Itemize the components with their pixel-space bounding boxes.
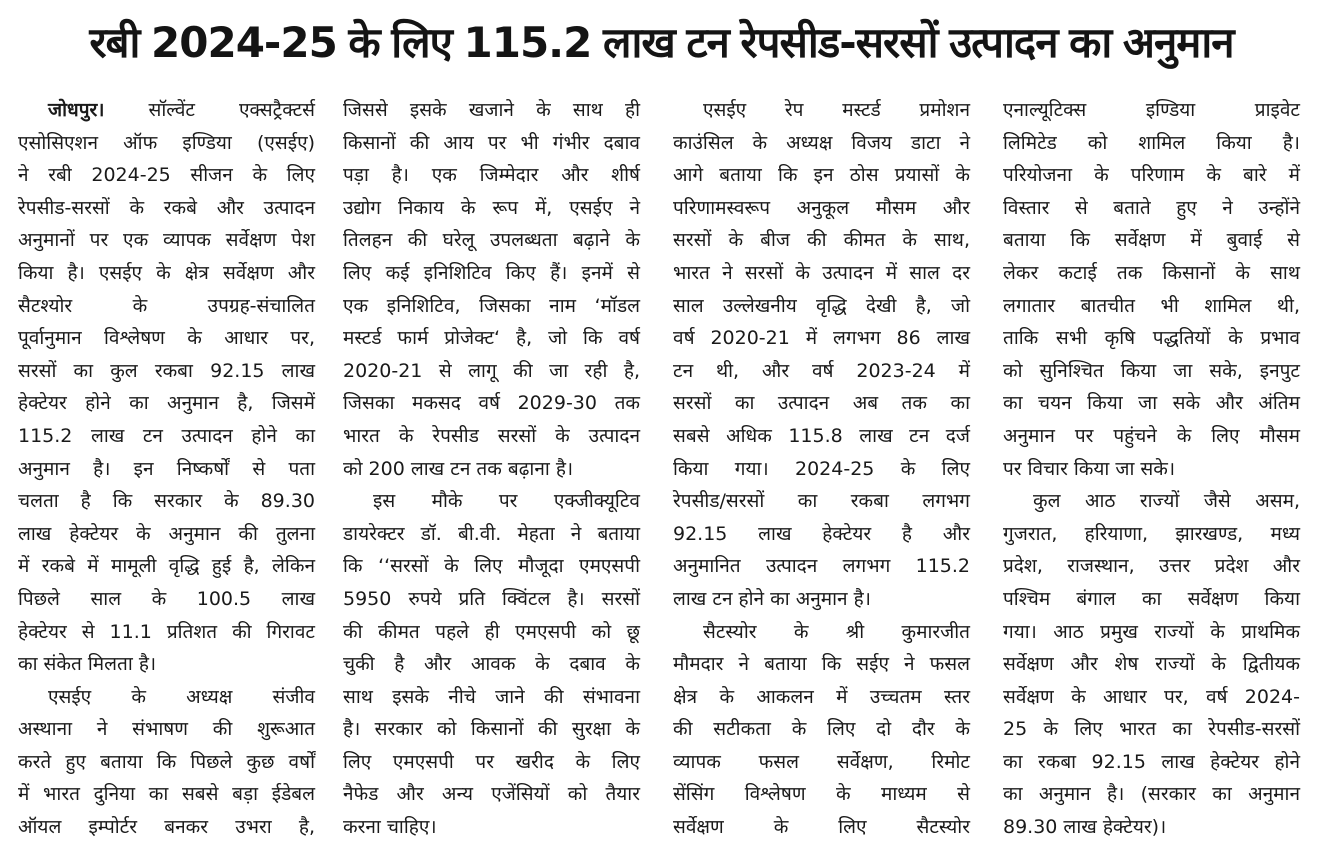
text-line: किसानों की आय पर भी गंभीर दबाव (343, 131, 640, 154)
text-line: 115.2 लाख टन उत्पादन होने का (18, 424, 315, 447)
text-line: सर्वेक्षण के लिए सैटस्योर (673, 816, 970, 839)
text-line: मस्टर्ड फार्म प्रोजेक्ट‘ है, जो कि वर्ष (343, 327, 640, 350)
text-line: है। सरकार को किसानों की सुरक्षा के (343, 718, 640, 741)
article-column-4 (1003, 94, 1300, 844)
text-line: साल उल्लेखनीय वृद्धि देखी है, जो (673, 294, 970, 317)
text-line: गया। आठ प्रमुख राज्यों के प्राथमिक (1003, 620, 1300, 643)
text-line: वर्ष 2020-21 में लगभग 86 लाख (673, 327, 970, 350)
text-line: विस्तार से बताते हुए ने उन्होंने (1003, 196, 1300, 219)
text-line: को सुनिश्चित किया जा सके, इनपुट (1003, 359, 1300, 382)
text-line: तिलहन की घरेलू उपलब्धता बढ़ाने के (343, 229, 640, 252)
text-line: का चयन किया जा सके और अंतिम (1003, 392, 1300, 415)
text-line: इस मौके पर एक्जीक्यूटिव (373, 490, 640, 513)
text-line: का रकबा 92.15 लाख हेक्टेयर होने (1003, 750, 1300, 773)
article-column-3 (673, 94, 970, 844)
text-line: की सटीकता के लिए दो दौर के (673, 718, 970, 741)
text-line: साथ इसके नीचे जाने की संभावना (343, 685, 640, 708)
text-line: 5950 रुपये प्रति क्विंटल है। सरसों (343, 587, 640, 610)
text-line: का संकेत मिलता है। (18, 653, 157, 676)
text-line: ने रबी 2024-25 सीजन के लिए (18, 164, 315, 187)
text-line: किया गया। 2024-25 के लिए (673, 457, 970, 480)
text-line: पश्चिम बंगाल का सर्वेक्षण किया (1003, 587, 1300, 610)
text-line: ताकि सभी कृषि पद्धतियों के प्रभाव (1003, 327, 1300, 350)
text-line: परियोजना के परिणाम के बारे में (1003, 164, 1300, 187)
text-line: गुजरात, हरियाणा, झारखण्ड, मध्य (1003, 522, 1300, 545)
text-line: ऑयल इम्पोर्टर बनकर उभरा है, (18, 816, 315, 839)
text-line: पिछले साल के 100.5 लाख (18, 587, 315, 610)
text-line-rest: सॉल्वेंट एक्सट्रैक्टर्स (104, 99, 315, 121)
text-line: करते हुए बताया कि पिछले कुछ वर्षों (18, 750, 315, 773)
text-line: व्यापक फसल सर्वेक्षण, रिमोट (673, 750, 970, 773)
text-line: किया है। एसईए के क्षेत्र सर्वेक्षण और (18, 261, 315, 284)
text-line: पड़ा है। एक जिम्मेदार और शीर्ष (343, 164, 640, 187)
text-line: 25 के लिए भारत का रेपसीड-सरसों (1003, 718, 1300, 741)
text-line: सरसों का उत्पादन अब तक का (673, 392, 970, 415)
text-line: आगे बताया कि इन ठोस प्रयासों के (673, 164, 970, 187)
text-line: रेपसीड-सरसों के रकबे और उत्पादन (18, 196, 315, 219)
text-line: पर विचार किया जा सके। (1003, 457, 1176, 480)
text-line: सेंसिंग विश्लेषण के माध्यम से (673, 783, 970, 806)
dateline: जोधपुर। (48, 99, 105, 121)
text-line: सरसों का कुल रकबा 92.15 लाख (18, 359, 315, 382)
text-line: करना चाहिए। (343, 816, 437, 839)
text-line: एसईए के अध्यक्ष संजीव (48, 685, 315, 708)
text-line: चुकी है और आवक के दबाव के (343, 653, 640, 676)
text-line: पूर्वानुमान विश्लेषण के आधार पर, (18, 327, 315, 350)
text-line: लाख टन होने का अनुमान है। (673, 587, 871, 610)
text-line: एक इनिशिटिव, जिसका नाम ‘मॉडल (343, 294, 640, 317)
text-line: चलता है कि सरकार के 89.30 (18, 490, 315, 513)
text-line: एसोसिएशन ऑफ इण्डिया (एसईए) (18, 131, 315, 154)
text-line: सैटस्योर के श्री कुमारजीत (703, 620, 970, 643)
text-line: उद्योग निकाय के रूप में, एसईए ने (343, 196, 640, 219)
text-line: 2020-21 से लागू की जा रही है, (343, 359, 640, 382)
text-line: काउंसिल के अध्यक्ष विजय डाटा ने (673, 131, 970, 154)
text-line: सैटश्योर के उपग्रह-संचालित (18, 294, 315, 317)
text-line: लिमिटेड को शामिल किया है। (1003, 131, 1300, 154)
text-line: लगातार बातचीत भी शामिल थी, (1003, 294, 1300, 317)
text-line: सरसों के बीज की कीमत के साथ, (673, 229, 970, 252)
text-line (18, 94, 315, 127)
text-line: जिसका मकसद वर्ष 2029-30 तक (343, 392, 640, 415)
text-line: लेकर कटाई तक किसानों के साथ (1003, 261, 1300, 284)
text-line: नैफेड और अन्य एजेंसियों को तैयार (343, 783, 640, 806)
text-line: हेक्टेयर से 11.1 प्रतिशत की गिरावट (18, 620, 315, 643)
text-line: कुल आठ राज्यों जैसे असम, (1033, 490, 1300, 513)
text-line: भारत ने सरसों के उत्पादन में साल दर (673, 261, 970, 284)
text-line: अनुमानित उत्पादन लगभग 115.2 (673, 555, 970, 578)
text-line: अनुमान है। इन निष्कर्षों से पता (18, 457, 315, 480)
text-line: लाख हेक्टेयर के अनुमान की तुलना (18, 522, 315, 545)
text-line: डायरेक्टर डॉ. बी.वी. मेहता ने बताया (343, 522, 640, 545)
text-line: बताया कि सर्वेक्षण में बुवाई से (1003, 229, 1300, 252)
text-line: एसईए रेप मस्टर्ड प्रमोशन (703, 99, 970, 121)
text-line: 92.15 लाख हेक्टेयर है और (673, 522, 970, 545)
text-line: हेक्टेयर होने का अनुमान है, जिसमें (18, 392, 315, 415)
text-line: प्रदेश, राजस्थान, उत्तर प्रदेश और (1003, 555, 1300, 578)
text-line: लिए एमएसपी पर खरीद के लिए (343, 750, 640, 773)
article-column-2 (343, 94, 640, 844)
text-line: की कीमत पहले ही एमएसपी को छू (343, 620, 640, 643)
text-line: टन थी, और वर्ष 2023-24 में (673, 359, 970, 382)
text-line: क्षेत्र के आकलन में उच्चतम स्तर (673, 685, 970, 708)
article-column-1 (18, 94, 315, 844)
text-line: सर्वेक्षण और शेष राज्यों के द्वितीयक (1003, 653, 1300, 676)
text-line: लिए कई इनिशिटिव किए हैं। इनमें से (343, 261, 640, 284)
text-line: परिणामस्वरूप अनुकूल मौसम और (673, 196, 970, 219)
text-line: अनुमानों पर एक व्यापक सर्वेक्षण पेश (18, 229, 315, 252)
text-line: सबसे अधिक 115.8 लाख टन दर्ज (673, 424, 970, 447)
headline: रबी 2024-25 के लिए 115.2 लाख टन रेपसीड-सरसों उत्पादन का अनुमान (89, 18, 1234, 67)
text-line: रेपसीड/सरसों का रकबा लगभग (673, 490, 970, 513)
text-line: कि ‘‘सरसों के लिए मौजूदा एमएसपी (343, 555, 640, 578)
text-line: का अनुमान है। (सरकार का अनुमान (1003, 783, 1300, 806)
text-line: भारत के रेपसीड सरसों के उत्पादन (343, 424, 640, 447)
text-line: अनुमान पर पहुंचने के लिए मौसम (1003, 424, 1300, 447)
text-line: में रकबे में मामूली वृद्धि हुई है, लेकिन (18, 555, 315, 578)
text-line: जिससे इसके खजाने के साथ ही (343, 99, 640, 121)
text-line: सर्वेक्षण के आधार पर, वर्ष 2024- (1003, 685, 1300, 708)
text-line: मौमदार ने बताया कि सईए ने फसल (673, 653, 970, 676)
text-line: में भारत दुनिया का सबसे बड़ा ईडेबल (18, 783, 315, 806)
text-line: को 200 लाख टन तक बढ़ाना है। (343, 457, 574, 480)
text-line: एनाल्यूटिक्स इण्डिया प्राइवेट (1003, 99, 1300, 121)
text-line: अस्थाना ने संभाषण की शुरूआत (18, 718, 315, 741)
text-line: 89.30 लाख हेक्टेयर)। (1003, 816, 1167, 839)
